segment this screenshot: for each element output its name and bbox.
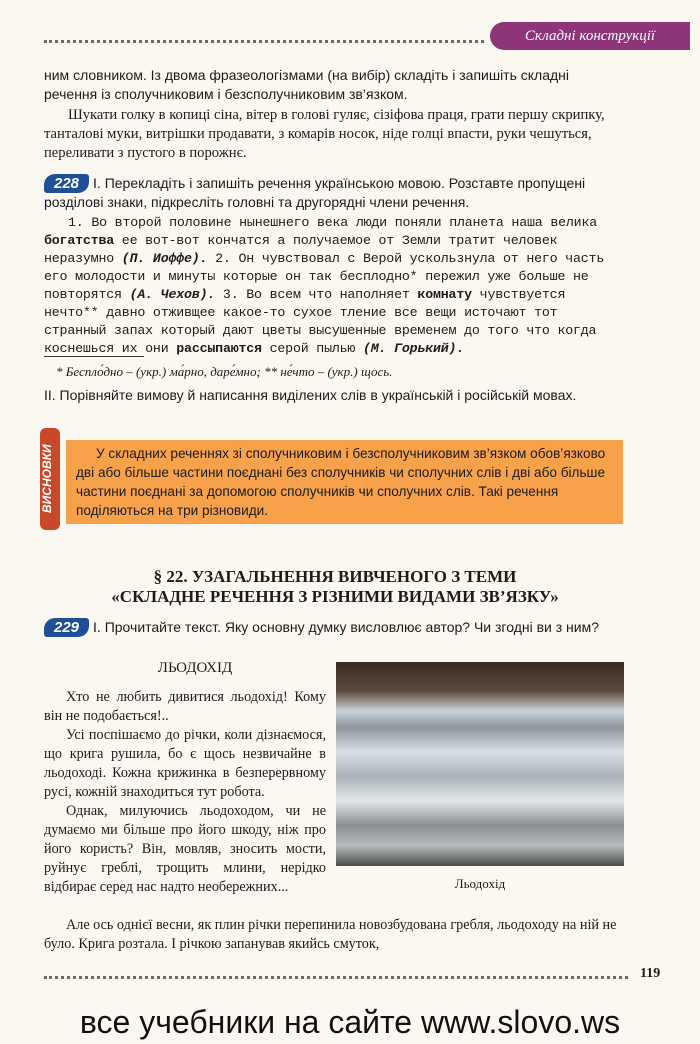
highlighted-word: рассыпаются: [176, 341, 262, 356]
sentence-text: 2. Он чувствовал с Верой ускользнула от него часть его молодости и минуты которые он так бесплодно* пережил уже больше не повторятся: [44, 251, 605, 302]
ice-drift-photo: [336, 662, 624, 866]
photo-caption: Льодохід: [454, 876, 506, 891]
section-header-tab: [490, 22, 690, 50]
author-ref: (А. Чехов).: [129, 287, 216, 302]
paragraph-last: Але ось однієї весни, як плин річки перепинила новозбудована гребля, льодоходу на ній не було. Крига розтала. І річкою запанував якийсь смуток,: [44, 917, 617, 952]
sentence-text: 1. Во второй половине нынешнего века люди поняли планета наша велика: [68, 215, 598, 230]
paragraph: Усі поспішаємо до річки, коли дізнаємося, що крига рушила, бо є щось незвичайне в льодоході. Кожна крижинка в безперервному русі, кожній знаходиться тут робота.: [44, 727, 326, 800]
conclusions-box: У складних реченнях зі сполучниковим і безсполучниковим зв’язком обов’язково дві або більше частини поєднані без сполучників чи сполучних слів і дві або більше частини поєднані за допомогою сполучників чи сполучних слів. Такі речення поділяються на три різновиди.: [66, 440, 623, 524]
idioms-list: Шукати голку в копиці сіна, вітер в голові гуляє, сізіфова праця, грати першу скрипку, танталові муки, витрішки продавати, з комарів носок, ніде голці впасти, руки чешуться, переливати з пустого в порожнє.: [44, 107, 605, 161]
page-number: 119: [640, 966, 661, 981]
text-title: ЛЬОДОХІД: [157, 660, 233, 676]
highlighted-word: комнату: [417, 287, 472, 302]
exercise-228-sentences: [44, 214, 626, 358]
sentence-text: чувствуется нечто** давно отживщее какое-то сухое тление все вещи источают тот странный запах который дают цветы высушенные временем до того что когда коснешься их они: [44, 287, 597, 356]
exercise-229-task: [44, 618, 626, 637]
section-title-line2: «СКЛАДНЕ РЕЧЕННЯ З РІЗНИМИ ВИДАМИ ЗВ’ЯЗКУ»: [111, 587, 559, 606]
footer-banner: все учебники на сайте www.slovo.ws: [79, 1004, 621, 1040]
author-ref: (М. Горький).: [362, 341, 465, 356]
sentence-text: 3. Во всем что наполняет: [215, 287, 418, 302]
author-ref: (П. Иоффе).: [121, 251, 208, 266]
paragraph: Однак, милуючись льодоходом, чи не думаємо ми більше про його шкоду, ніж про його користь? Він, мовляв, зносить мости, руйнує греблі, трощить млини, нерідко відбирає серед нас надто необережних...: [44, 803, 326, 895]
top-dotted-rule: [44, 40, 484, 43]
sentence-text: серой пылью: [261, 341, 363, 356]
text-column: [44, 688, 326, 897]
exercise-228-instruction: І. Перекладіть і запишіть речення українською мовою. Розставте пропущені розділові знаки, підкресліть головні та другорядні члени речення.: [44, 175, 586, 210]
paragraph: Хто не любить дивитися льодохід! Кому він не подобається!..: [44, 689, 326, 724]
exercise-228-task2: ІІ. Порівняйте вимову й написання виділених слів в українській і російській мовах.: [44, 387, 577, 403]
exercise-229-instruction: І. Прочитайте текст. Яку основну думку висловлює автор? Чи згодні ви з ним?: [93, 619, 600, 635]
exercise-number-badge: 228: [44, 174, 89, 193]
footnote-rule: [44, 356, 144, 357]
section-title-line1: § 22. УЗАГАЛЬНЕННЯ ВИВЧЕНОГО З ТЕМИ: [153, 567, 517, 586]
section-header-label: Складні конструкції: [524, 28, 656, 44]
exercise-number-badge: 229: [44, 618, 89, 637]
footnote: * Беспло́дно – (укр.) ма́рно, даре́мно; ** не́что – (укр.) щось.: [56, 364, 393, 379]
intro-continuation: ним словником. Із двома фразеологізмами (на вибір) складіть і запишіть складні речення із сполучниковим і безсполучниковим зв’язком.: [44, 67, 570, 102]
bottom-dotted-rule: [44, 976, 628, 979]
exercise-228-task: [44, 174, 626, 212]
highlighted-word: богатства: [44, 233, 115, 248]
conclusions-label: ВИСНОВКИ: [40, 444, 54, 514]
sentence-text: ее вот-вот кончатся а получаемое от Земли тратит человек неразумно: [44, 233, 558, 266]
